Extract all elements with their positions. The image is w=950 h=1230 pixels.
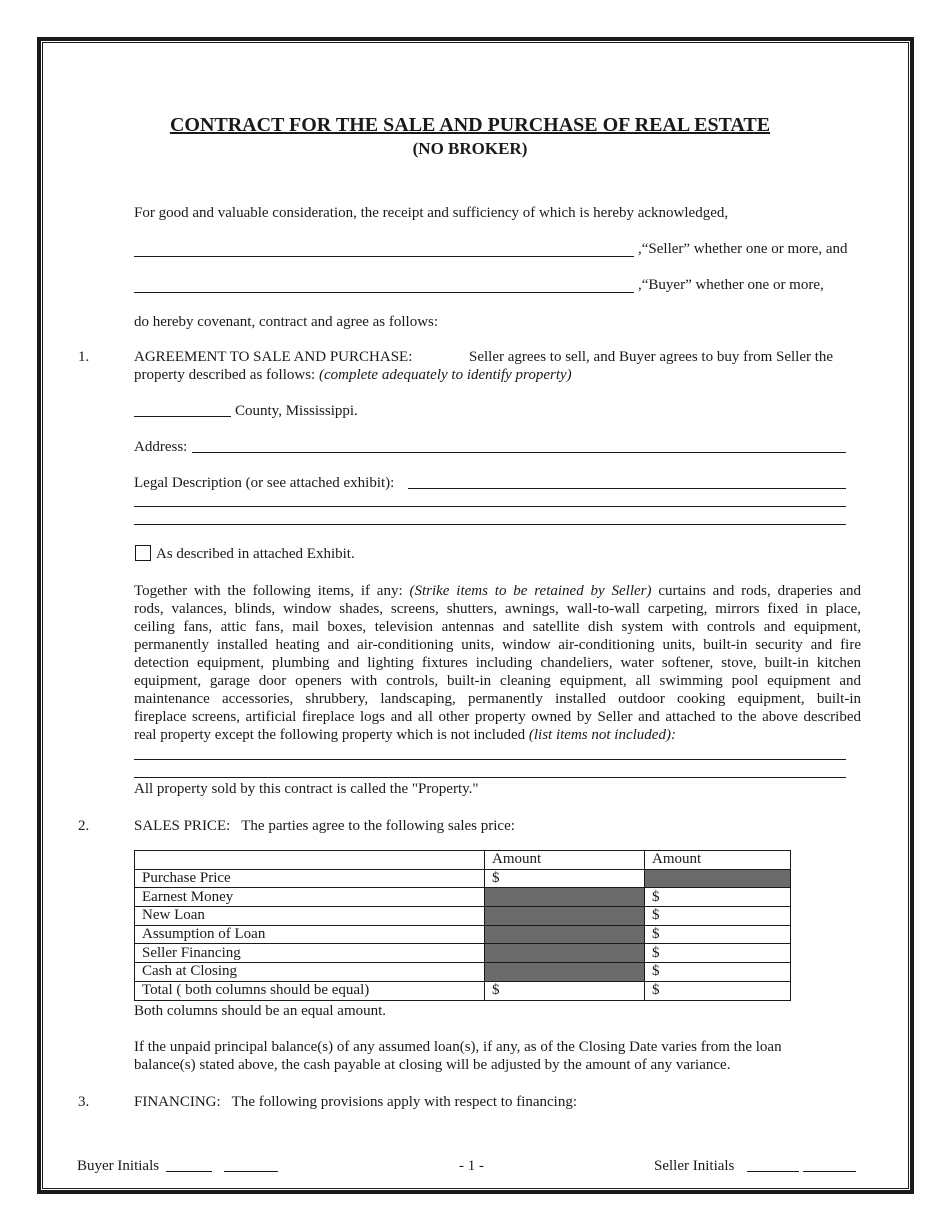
row-label: Seller Financing — [135, 944, 485, 963]
table-row — [135, 963, 791, 982]
section-2-text: The parties agree to the following sales price: — [241, 818, 515, 834]
table-row — [135, 888, 791, 907]
excluded-items-note: (list items not included): — [528, 727, 676, 743]
shaded-cell — [485, 888, 645, 907]
amount-cell[interactable]: $ — [645, 888, 791, 907]
table-row — [135, 907, 791, 926]
amount-cell[interactable]: $ — [645, 963, 791, 982]
items-lead: Together with the following items, if any: — [134, 583, 403, 599]
section-1-intro: Seller agrees to sell, and Buyer agrees to buy from Seller the — [469, 349, 834, 365]
section-1-number: 1. — [78, 349, 90, 365]
items-line: ceiling fans, attic fans, mail boxes, television antennas and satellite dish system with controls and equipment, — [134, 619, 861, 635]
intro-text: For good and valuable consideration, the receipt and sufficiency of which is hereby acknowledged, — [134, 205, 729, 221]
excluded-items-line-2[interactable] — [134, 777, 846, 778]
items-strike-note: (Strike items to be retained by Seller) — [409, 583, 652, 599]
sales-price-table — [134, 850, 791, 1001]
table-row — [135, 869, 791, 888]
variance-line: balance(s) stated above, the cash payable at closing will be adjusted by the amount of any variance. — [134, 1057, 731, 1073]
exhibit-label: As described in attached Exhibit. — [156, 546, 355, 562]
row-label: Earnest Money — [135, 888, 485, 907]
table-total-row — [135, 981, 791, 1000]
table-header-cell: Amount — [485, 851, 645, 870]
property-definition: All property sold by this contract is called the "Property." — [134, 781, 479, 797]
amount-cell[interactable]: $ — [485, 869, 645, 888]
table-header-cell — [135, 851, 485, 870]
address-label: Address: — [134, 439, 188, 455]
amount-cell[interactable]: $ — [645, 981, 791, 1000]
buyer-name-line[interactable] — [134, 292, 634, 293]
page-number: - 1 - — [459, 1158, 484, 1174]
items-line: fireplace screens, artificial fireplace logs and all other property owned by Seller and attached to the above described — [134, 709, 861, 725]
covenant-text: do hereby covenant, contract and agree as follows: — [134, 314, 439, 330]
seller-initials-label: Seller Initials — [654, 1158, 735, 1174]
excluded-items-line — [134, 726, 861, 744]
section-3-text: The following provisions apply with respect to financing: — [231, 1094, 578, 1110]
legal-description-label: Legal Description (or see attached exhibit): — [134, 475, 395, 491]
row-label: New Loan — [135, 907, 485, 926]
shaded-cell — [485, 944, 645, 963]
shaded-cell — [645, 869, 791, 888]
section-1-line2-italic: (complete adequately to identify property) — [318, 367, 572, 383]
excluded-items-line-1[interactable] — [134, 759, 846, 760]
section-2-number: 2. — [78, 818, 90, 834]
row-label: Total ( both columns should be equal) — [135, 981, 485, 1000]
document-subtitle: (NO BROKER) — [412, 139, 528, 158]
seller-initials-line-1[interactable] — [747, 1171, 799, 1172]
county-line[interactable] — [134, 416, 231, 417]
items-line: detection equipment, plumbing and lighting fixtures including chandeliers, water softener, stove, built-in kitchen — [134, 655, 861, 671]
row-label: Cash at Closing — [135, 963, 485, 982]
items-line: permanently installed heating and air-conditioning units, window air-conditioning units, built-in security and fire — [134, 637, 861, 653]
table-row — [135, 925, 791, 944]
county-label: County, Mississippi. — [235, 403, 358, 419]
table-row — [135, 944, 791, 963]
row-label: Assumption of Loan — [135, 925, 485, 944]
legal-description-line-2[interactable] — [134, 506, 846, 507]
amount-cell[interactable]: $ — [485, 981, 645, 1000]
seller-label: ,“Seller” whether one or more, and — [638, 241, 848, 257]
address-line[interactable] — [192, 452, 846, 453]
shaded-cell — [485, 925, 645, 944]
row-label: Purchase Price — [135, 869, 485, 888]
amount-cell[interactable]: $ — [645, 925, 791, 944]
buyer-initials-line-1[interactable] — [166, 1171, 212, 1172]
legal-description-line-1[interactable] — [408, 488, 846, 489]
section-2-heading-label: SALES PRICE: — [134, 818, 231, 834]
items-lead-rest: curtains and rods, draperies and — [658, 583, 862, 599]
items-line: rods, valances, blinds, window shades, screens, shutters, awnings, wall-to-wall carpeting, mirrors fixed in place, — [134, 601, 861, 617]
table-header-row — [135, 851, 791, 870]
seller-initials-line-2[interactable] — [803, 1171, 856, 1172]
exhibit-checkbox[interactable] — [135, 545, 151, 561]
variance-line: If the unpaid principal balance(s) of any assumed loan(s), if any, as of the Closing Date varies from the loan — [134, 1039, 782, 1055]
section-1-line2 — [134, 366, 572, 384]
items-line: equipment, garage door openers with controls, built-in cleaning equipment, all swimming pool equipment and — [134, 673, 861, 689]
amount-cell[interactable]: $ — [645, 944, 791, 963]
items-line: maintenance accessories, shrubbery, landscaping, permanently installed outdoor cooking equipment, built-in — [134, 691, 861, 707]
equal-amount-note: Both columns should be an equal amount. — [134, 1003, 387, 1019]
section-1-heading: AGREEMENT TO SALE AND PURCHASE: — [134, 349, 413, 365]
section-3-heading-label: FINANCING: — [134, 1094, 221, 1110]
table-header-cell: Amount — [645, 851, 791, 870]
document-title: CONTRACT FOR THE SALE AND PURCHASE OF REAL ESTATE — [169, 114, 771, 136]
seller-name-line[interactable] — [134, 256, 634, 257]
legal-description-line-3[interactable] — [134, 524, 846, 525]
section-1-line2-text: property described as follows: — [134, 367, 316, 383]
shaded-cell — [485, 963, 645, 982]
section-2-heading — [134, 817, 515, 835]
buyer-initials-line-2[interactable] — [224, 1171, 278, 1172]
buyer-label: ,“Buyer” whether one or more, — [638, 277, 824, 293]
shaded-cell — [485, 907, 645, 926]
excluded-items-text: real property except the following property which is not included — [134, 727, 526, 743]
buyer-initials-label: Buyer Initials — [77, 1158, 160, 1174]
amount-cell[interactable]: $ — [645, 907, 791, 926]
section-3-number: 3. — [78, 1094, 90, 1110]
section-3-heading — [134, 1093, 577, 1111]
items-paragraph-first-line — [134, 582, 861, 600]
